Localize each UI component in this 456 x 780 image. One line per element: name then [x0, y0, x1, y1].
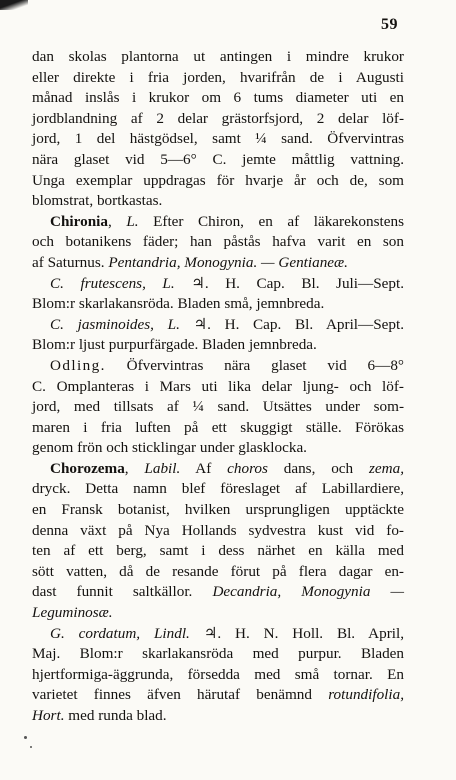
- text-line: [32, 521, 404, 542]
- text-segment: varietet finnes äfven härutaf benämnd: [32, 686, 329, 704]
- text-segment: Blom:r skarlakansröda. Bladen små, jemnbreda.: [32, 295, 325, 313]
- text-segment: Öfvervintras nära glaset vid 6—8°: [105, 356, 404, 374]
- text-line: [32, 294, 404, 315]
- text-line: [32, 624, 404, 645]
- text-segment: Af: [180, 459, 228, 477]
- text-line: [32, 603, 404, 624]
- text-segment: dan skolas plantorna ut antingen i mindre krukor: [32, 48, 404, 65]
- text-segment: Odling.: [50, 356, 106, 374]
- text-segment: Efter Chiron, en af läkarekonstens: [138, 212, 404, 230]
- text-line: [32, 377, 404, 398]
- text-line: [32, 644, 404, 665]
- body-text: [32, 47, 404, 727]
- text-segment: Decandria, Monogynia —: [212, 583, 405, 601]
- text-line: [32, 88, 404, 109]
- text-line: [32, 109, 404, 130]
- text-segment: jord, med tillsats af ¼ sand. Utsättes under som-: [32, 398, 404, 416]
- text-line: [32, 129, 404, 150]
- text-segment: Labil.: [144, 459, 181, 477]
- text-segment: jord, 1 del hästgödsel, samt ¼ sand. Öfvervintras: [32, 130, 404, 148]
- text-line: [32, 68, 404, 89]
- text-segment: C. Omplanteras i Mars uti lika delar ljung- och löf-: [32, 377, 404, 395]
- text-segment: en Fransk botanist, hvilken ursprungligen upptäckte: [32, 501, 404, 519]
- text-line: [32, 665, 404, 686]
- text-segment: ♃. H. N. Holl. Bl. April,: [189, 624, 404, 642]
- text-line: [32, 47, 404, 68]
- text-segment: choros: [227, 459, 268, 477]
- ink-speck: [30, 746, 32, 748]
- text-segment: nära glaset vid 5—6° C. jemte måttlig vattning.: [32, 150, 404, 168]
- text-line: [32, 315, 404, 336]
- text-segment: Chorozema: [50, 459, 125, 477]
- text-segment: med runda blad.: [64, 707, 167, 724]
- text-line: [32, 459, 404, 480]
- text-segment: jordblandning af 2 delar grästorfsjord, 2 delar löf-: [32, 109, 404, 127]
- text-line: [32, 356, 404, 377]
- text-segment: ,: [107, 212, 127, 230]
- text-segment: Maj. Blom:r skarlakansröda med purpur. Bladen: [32, 645, 404, 663]
- text-line: [32, 582, 404, 603]
- text-segment: ♃. H. Cap. Bl. Juli—Sept.: [174, 274, 404, 292]
- text-segment: L.: [126, 212, 139, 230]
- text-line: [32, 253, 404, 274]
- text-line: [32, 232, 404, 253]
- text-line: [32, 150, 404, 171]
- text-segment: ,: [124, 459, 145, 477]
- text-segment: ♃. H. Cap. Bl. April—Sept.: [179, 315, 405, 333]
- text-segment: dryck. Detta namn blef föreslaget af Labillardiere,: [32, 480, 404, 498]
- text-segment: rotundifolia,: [328, 686, 404, 704]
- text-segment: hjertformiga-äggrunda, försedda med små tornar. En: [32, 665, 404, 683]
- text-segment: denna växt på Nya Hollands sydvestra kust vid fo-: [32, 521, 404, 539]
- text-segment: dans, och: [267, 459, 369, 477]
- text-line: [32, 438, 404, 459]
- text-line: [32, 500, 404, 521]
- text-segment: genom frön och sticklingar under glasklocka.: [32, 439, 307, 457]
- text-segment: Chironia: [50, 212, 108, 230]
- text-segment: månad inslås i krukor om 6 tums diameter uti en: [32, 89, 404, 107]
- page-corner-shadow: [0, 0, 28, 10]
- text-segment: maren i fria luften på ett skuggigt ställe. Förökas: [32, 418, 404, 436]
- text-line: [32, 418, 404, 439]
- text-segment: eller direkte i fria jorden, hvarifrån de i Augusti: [32, 68, 404, 86]
- text-segment: zema,: [368, 459, 404, 477]
- text-segment: Hort.: [32, 707, 65, 724]
- text-line: [32, 397, 404, 418]
- text-segment: Blom:r ljust purpurfärgade. Bladen jemnbreda.: [32, 336, 317, 354]
- text-line: [32, 212, 404, 233]
- text-segment: blomstrat, bortkastas.: [32, 192, 163, 210]
- text-segment: C. jasminoides, L.: [50, 315, 180, 333]
- text-line: [32, 171, 404, 192]
- text-line: [32, 685, 404, 706]
- text-line: [32, 541, 404, 562]
- text-segment: Unga exemplar uppdragas för hvarje år och de, som: [32, 171, 404, 189]
- text-segment: Leguminosæ.: [32, 604, 113, 622]
- text-segment: C. frutescens, L.: [50, 274, 175, 292]
- text-line: [32, 274, 404, 295]
- text-segment: Pentandria, Monogynia. — Gentianeæ.: [108, 253, 348, 271]
- text-line: [32, 191, 404, 212]
- page-number: 59: [381, 16, 398, 33]
- text-segment: af Saturnus.: [32, 253, 109, 271]
- text-segment: dast funnit saltkällor.: [32, 583, 213, 601]
- text-line: [32, 562, 404, 583]
- text-line: [32, 706, 404, 727]
- text-line: [32, 479, 404, 500]
- ink-speck: [24, 736, 27, 739]
- text-segment: sött vatten, då de resande förut på flera dagar en-: [32, 562, 404, 580]
- text-segment: ten af ett berg, samt i dess närhet en källa med: [32, 542, 404, 560]
- text-line: [32, 335, 404, 356]
- text-segment: och botanikens fäder; han påstås hafva varit en son: [32, 233, 404, 251]
- text-segment: G. cordatum, Lindl.: [50, 624, 190, 642]
